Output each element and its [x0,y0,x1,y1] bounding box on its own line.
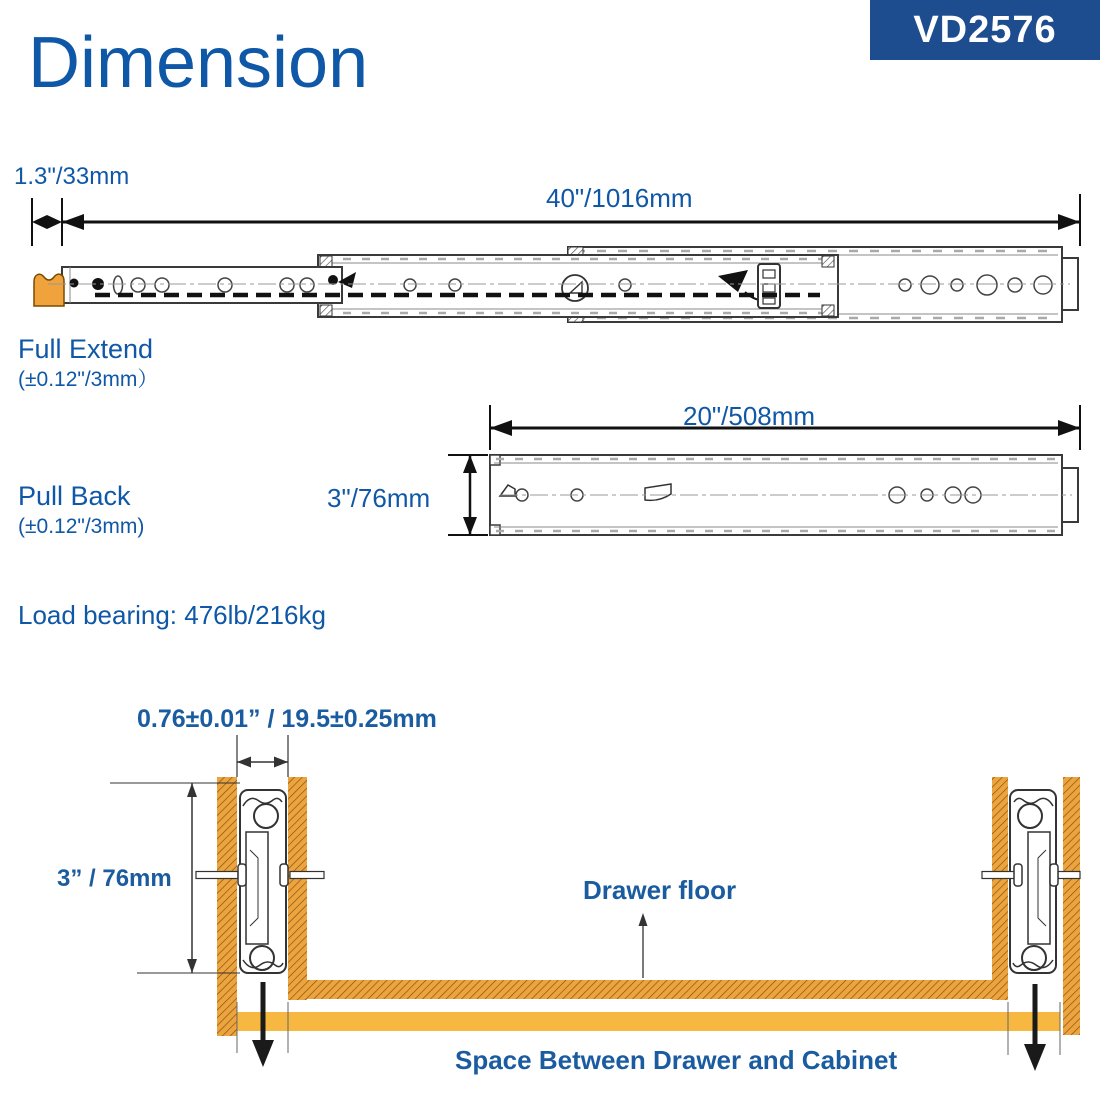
space-label: Space Between Drawer and Cabinet [455,1045,898,1075]
install-height-label: 3” / 76mm [57,865,172,892]
full-extend-tolerance: (±0.12"/3mm） [18,368,159,391]
height-dimension [448,455,488,535]
mounting-screws [196,864,1080,886]
wood-panels [217,777,1080,1036]
offset-dimension-label: 1.3"/33mm [14,163,130,190]
slide-height-label: 3"/76mm [327,483,431,513]
closed-length-dimension [490,405,1080,450]
pull-back-tolerance: (±0.12"/3mm) [18,515,145,538]
offset-dimension-arrow [32,215,62,229]
slide-cross-section-left [240,790,286,973]
product-code-badge: VD2576 [870,0,1100,60]
length-dimension-label: 40"/1016mm [546,183,693,213]
cabinet-side-left [217,777,237,1036]
slot-width-label: 0.76±0.01” / 19.5±0.25mm [137,705,437,733]
drawer-floor-label: Drawer floor [583,875,737,905]
pull-back-drawing [0,400,1100,550]
full-extend-drawing [0,160,1100,360]
drawer-side-left [288,777,307,1000]
drawer-side-right [992,777,1008,1000]
drawer-floor-panel [292,980,1008,999]
slot-width-dimension [237,735,288,777]
cabinet-side-right [1063,777,1080,1035]
installation-diagram [0,690,1100,1100]
pull-back-label: Pull Back [18,481,131,511]
closed-length-label: 20"/508mm [683,401,816,431]
gap-band [237,1012,1060,1031]
length-dimension-arrow [62,214,1080,230]
drawer-floor-arrow [639,913,648,978]
front-clip [34,274,64,306]
extension-lines [32,194,1080,246]
full-extend-label: Full Extend [18,334,154,364]
load-bearing-label: Load bearing: 476lb/216kg [18,600,326,630]
page-title: Dimension [28,23,369,103]
